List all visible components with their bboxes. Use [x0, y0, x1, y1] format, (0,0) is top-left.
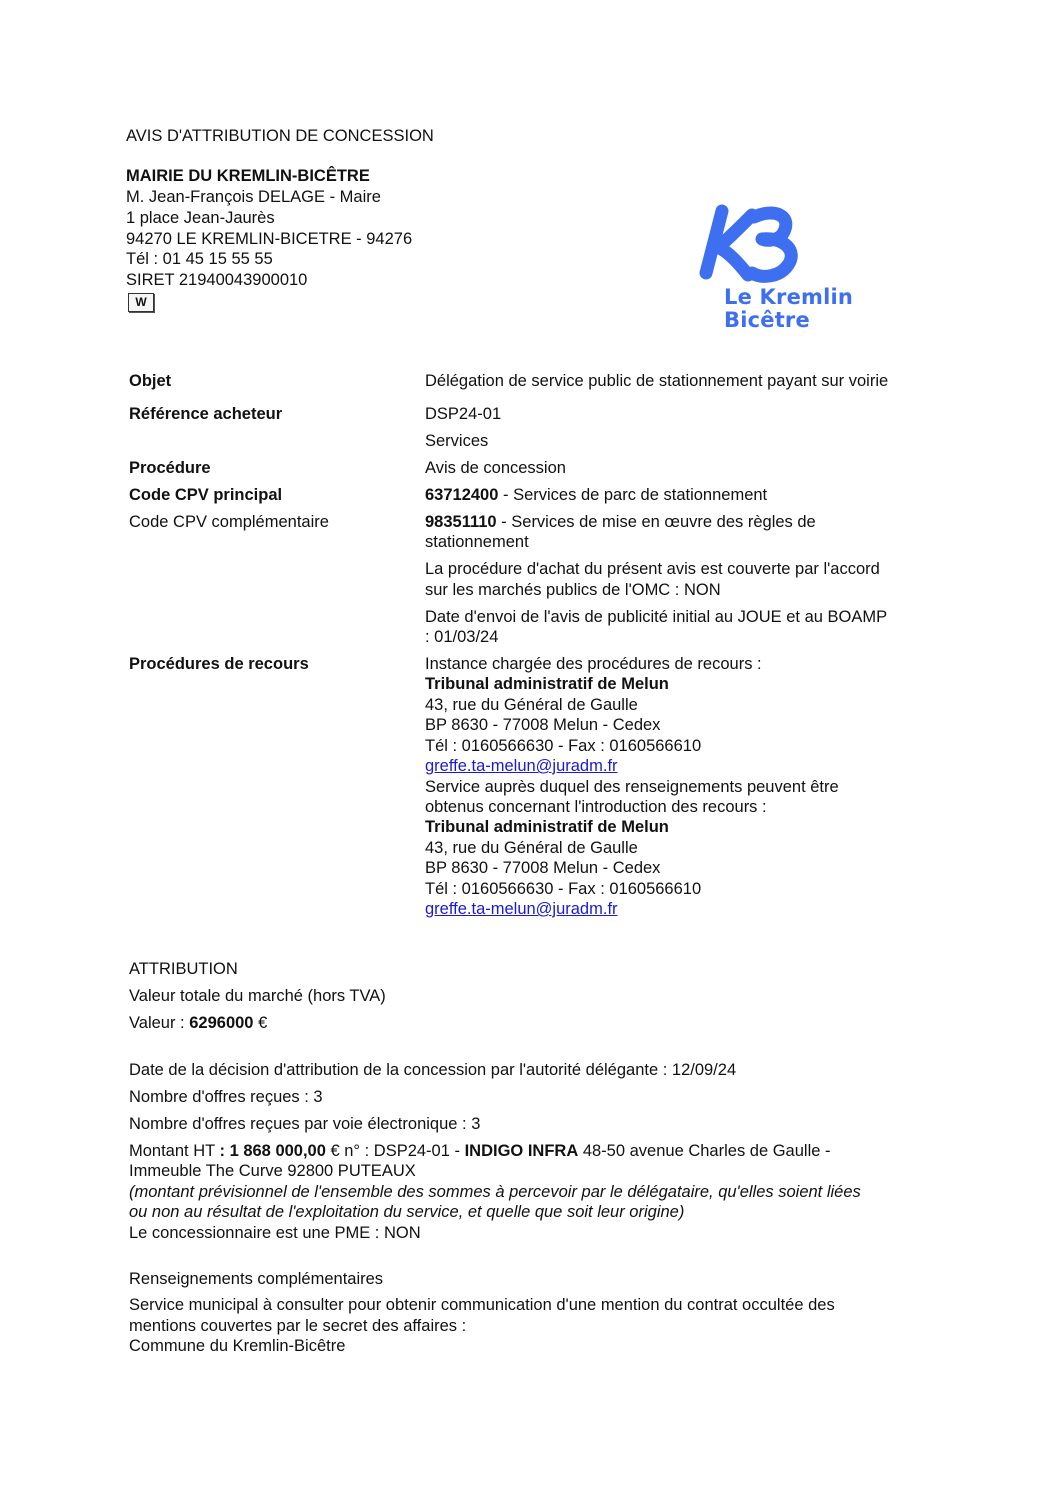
logo-text-line2: Bicêtre	[724, 308, 810, 332]
recours-instance-city: BP 8630 - 77008 Melun - Cedex	[425, 716, 661, 734]
cpv-complementary-description-cont: stationnement	[425, 533, 529, 551]
recours-instance-intro: Instance chargée des procédures de recours :	[425, 655, 762, 673]
kb-monogram-icon	[696, 203, 806, 283]
montant-reference: € n° : DSP24-01 -	[325, 1142, 465, 1160]
kremlin-bicetre-logo	[696, 203, 866, 338]
w-badge-icon: W	[128, 293, 154, 312]
joue-date-line2: : 01/03/24	[425, 628, 499, 646]
attribution-value-currency: €	[253, 1014, 268, 1032]
attribution-montant-line2: Immeuble The Curve 92800 PUTEAUX	[129, 1162, 416, 1180]
recours-service-intro-line2: obtenus concernant l'introduction des recours :	[425, 798, 767, 816]
winner-address: 48-50 avenue Charles de Gaulle -	[578, 1142, 831, 1160]
type-value: Services	[425, 432, 489, 450]
recours-service-email-link[interactable]: greffe.ta-melun@juradm.fr	[425, 900, 618, 918]
cpv-complementary-value	[425, 513, 816, 532]
recours-label: Procédures de recours	[129, 655, 309, 673]
organization-phone: Tél : 01 45 15 55 55	[126, 250, 273, 268]
objet-value: Délégation de service public de stationnement payant sur voirie	[425, 372, 889, 390]
recours-service-phone: Tél : 0160566630 - Fax : 0160566610	[425, 880, 702, 898]
recours-instance-name: Tribunal administratif de Melun	[425, 675, 669, 693]
complementary-text-line1: Service municipal à consulter pour obtenir communication d'une mention du contrat occultée des	[129, 1296, 835, 1314]
attribution-decision-date: Date de la décision d'attribution de la concession par l'autorité délégante : 12/09/24	[129, 1061, 737, 1079]
cpv-complementary-code: 98351110	[425, 513, 497, 531]
attribution-note-line2: ou non au résultat de l'exploitation du service, et quelle que soit leur origine)	[129, 1203, 685, 1221]
attribution-total-label: Valeur totale du marché (hors TVA)	[129, 987, 386, 1005]
cpv-complementary-label: Code CPV complémentaire	[129, 513, 329, 531]
attribution-value-prefix: Valeur :	[129, 1014, 190, 1032]
attribution-value	[129, 1014, 267, 1033]
reference-label: Référence acheteur	[129, 405, 283, 423]
cpv-principal-description: - Services de parc de stationnement	[498, 486, 768, 504]
logo-text-line1: Le Kremlin	[724, 285, 854, 309]
omc-statement-line1: La procédure d'achat du présent avis est couverte par l'accord	[425, 560, 880, 578]
cpv-principal-label: Code CPV principal	[129, 486, 283, 504]
joue-date-line1: Date d'envoi de l'avis de publicité initial au JOUE et au BOAMP	[425, 608, 888, 626]
organization-address-line1: 1 place Jean-Jaurès	[126, 209, 275, 227]
montant-prefix: Montant HT	[129, 1142, 220, 1160]
attribution-note-line1: (montant prévisionnel de l'ensemble des sommes à percevoir par le délégataire, qu'elles soient liées	[129, 1183, 861, 1201]
organization-address-line2: 94270 LE KREMLIN-BICETRE - 94276	[126, 230, 413, 248]
winner-name: INDIGO INFRA	[464, 1142, 579, 1160]
objet-label: Objet	[129, 372, 172, 390]
organization-siret: SIRET 21940043900010	[126, 271, 308, 289]
recours-instance-phone: Tél : 0160566630 - Fax : 0160566610	[425, 737, 702, 755]
recours-service-name: Tribunal administratif de Melun	[425, 818, 669, 836]
attribution-montant-line1	[129, 1142, 831, 1161]
procedure-value: Avis de concession	[425, 459, 566, 477]
attribution-offers-electronic: Nombre d'offres reçues par voie électronique : 3	[129, 1115, 481, 1133]
organization-contact: M. Jean-François DELAGE - Maire	[126, 188, 381, 206]
cpv-principal-code: 63712400	[425, 486, 499, 504]
complementary-text-line2: mentions couvertes par le secret des affaires :	[129, 1317, 467, 1335]
complementary-text-line3: Commune du Kremlin-Bicêtre	[129, 1337, 346, 1355]
recours-service-street: 43, rue du Général de Gaulle	[425, 839, 638, 857]
montant-amount: : 1 868 000,00	[219, 1142, 326, 1160]
organization-name: MAIRIE DU KREMLIN-BICÊTRE	[126, 167, 370, 185]
recours-service-intro-line1: Service auprès duquel des renseignements peuvent être	[425, 778, 839, 796]
attribution-value-amount: 6296000	[189, 1014, 254, 1032]
procedure-label: Procédure	[129, 459, 211, 477]
cpv-complementary-description: - Services de mise en œuvre des règles de	[496, 513, 816, 531]
cpv-principal-value	[425, 486, 767, 505]
attribution-heading: ATTRIBUTION	[129, 960, 238, 978]
attribution-offers-received: Nombre d'offres reçues : 3	[129, 1088, 323, 1106]
reference-value: DSP24-01	[425, 405, 502, 423]
document-title: AVIS D'ATTRIBUTION DE CONCESSION	[126, 127, 434, 145]
recours-instance-email-link[interactable]: greffe.ta-melun@juradm.fr	[425, 757, 618, 775]
omc-statement-line2: sur les marchés publics de l'OMC : NON	[425, 581, 721, 599]
complementary-heading: Renseignements complémentaires	[129, 1270, 384, 1288]
recours-instance-street: 43, rue du Général de Gaulle	[425, 696, 638, 714]
recours-service-city: BP 8630 - 77008 Melun - Cedex	[425, 859, 661, 877]
attribution-pme: Le concessionnaire est une PME : NON	[129, 1224, 421, 1242]
